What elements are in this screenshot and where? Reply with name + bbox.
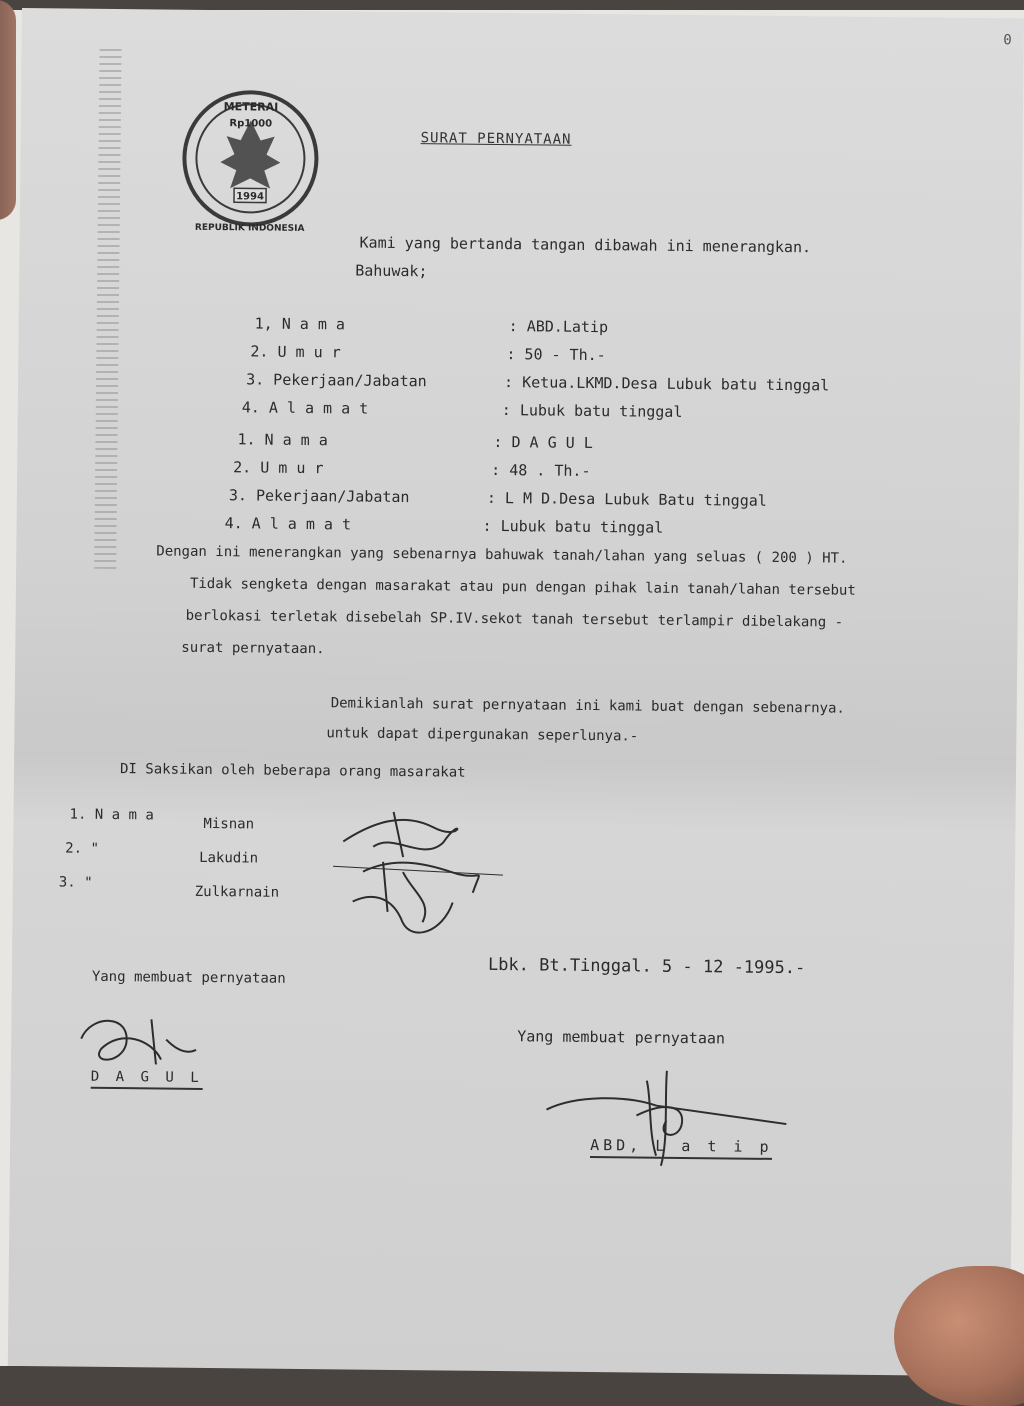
document-page <box>8 8 1024 1376</box>
left-signer-label: Yang membuat pernyataan <box>91 968 286 987</box>
body-line-3: berlokasi terletak disebelah SP.IV.sekot tanah tersebut terlampir dibelakang - <box>185 607 844 631</box>
person2-job-label: 3. Pekerjaan/Jabatan <box>228 486 410 507</box>
stamp-top-text: METERAI <box>223 100 279 114</box>
place-date: Lbk. Bt.Tinggal. 5 - 12 -1995.- <box>487 954 806 979</box>
intro-line-1: Kami yang bertanda tangan dibawah ini menerangkan. <box>359 233 812 257</box>
person1-address-value: : Lubuk batu tinggal <box>501 401 683 421</box>
body-line-2: Tidak sengketa dengan masarakat atau pun dengan pihak lain tanah/lahan tersebut <box>189 575 856 599</box>
person1-name-label: 1, N a m a <box>254 314 346 334</box>
person2-age-label: 2. U m u r <box>233 458 324 478</box>
right-signer-name <box>590 1136 773 1156</box>
stamp-value: Rp1000 <box>229 118 273 130</box>
person2-name-label: 1. N a m a <box>237 430 328 450</box>
intro-line-2: Bahuwak; <box>355 261 428 281</box>
stamp-bottom-text: REPUBLIK INDONESIA <box>194 222 305 234</box>
person1-age-label: 2. U m u r <box>250 342 341 362</box>
stamp-year: 1994 <box>236 191 265 203</box>
left-signer-name <box>91 1069 203 1086</box>
witness-3-num: 3. " <box>58 874 93 891</box>
closing-line-2: untuk dapat dipergunakan seperlunya.- <box>326 725 639 745</box>
body-line-1: Dengan ini menerangkan yang sebenarnya bahuwak tanah/lahan yang seluas ( 200 ) HT. <box>156 543 848 567</box>
person1-name-value: : ABD.Latip <box>508 317 609 337</box>
closing-line-1: Demikianlah surat pernyataan ini kami buat dengan sebenarnya. <box>330 695 845 717</box>
person2-job-value: : L M D.Desa Lubuk Batu tinggal <box>486 488 767 510</box>
person1-age-value: : 50 - Th.- <box>506 345 606 365</box>
body-line-4: surat pernyataan. <box>181 639 325 658</box>
right-signer-label: Yang membuat pernyataan <box>517 1027 726 1048</box>
witness-3-name: Zulkarnain <box>194 883 280 901</box>
meterai-stamp <box>170 80 332 242</box>
page-number: 0 <box>1003 32 1012 49</box>
person1-address-label: 4. A l a m a t <box>241 398 369 418</box>
finger-left <box>0 0 16 220</box>
person1-job-value: : Ketua.LKMD.Desa Lubuk batu tinggal <box>504 373 830 395</box>
left-signer-name-text: D A G U L <box>91 1069 203 1090</box>
witness-2-num: 2. " <box>65 840 100 857</box>
person2-name-value: : D A G U L <box>493 432 593 453</box>
witness-1-name: Misnan <box>203 815 255 833</box>
witness-heading: DI Saksikan oleh beberapa orang masarakat <box>119 761 466 781</box>
person2-age-value: : 48 . Th.- <box>491 460 591 480</box>
person1-job-label: 3. Pekerjaan/Jabatan <box>246 370 427 391</box>
person2-address-value: : Lubuk batu tinggal <box>482 516 664 537</box>
right-signer-name-text: ABD, L a t i p <box>590 1136 773 1160</box>
page-edge-shadow <box>94 49 121 569</box>
witness-signatures <box>332 801 514 953</box>
witness-1-num: 1. N a m a <box>69 806 154 824</box>
document-title: SURAT PERNYATAAN <box>420 130 572 148</box>
witness-2-name: Lakudin <box>199 849 259 867</box>
person2-address-label: 4. A l a m a t <box>224 514 352 534</box>
